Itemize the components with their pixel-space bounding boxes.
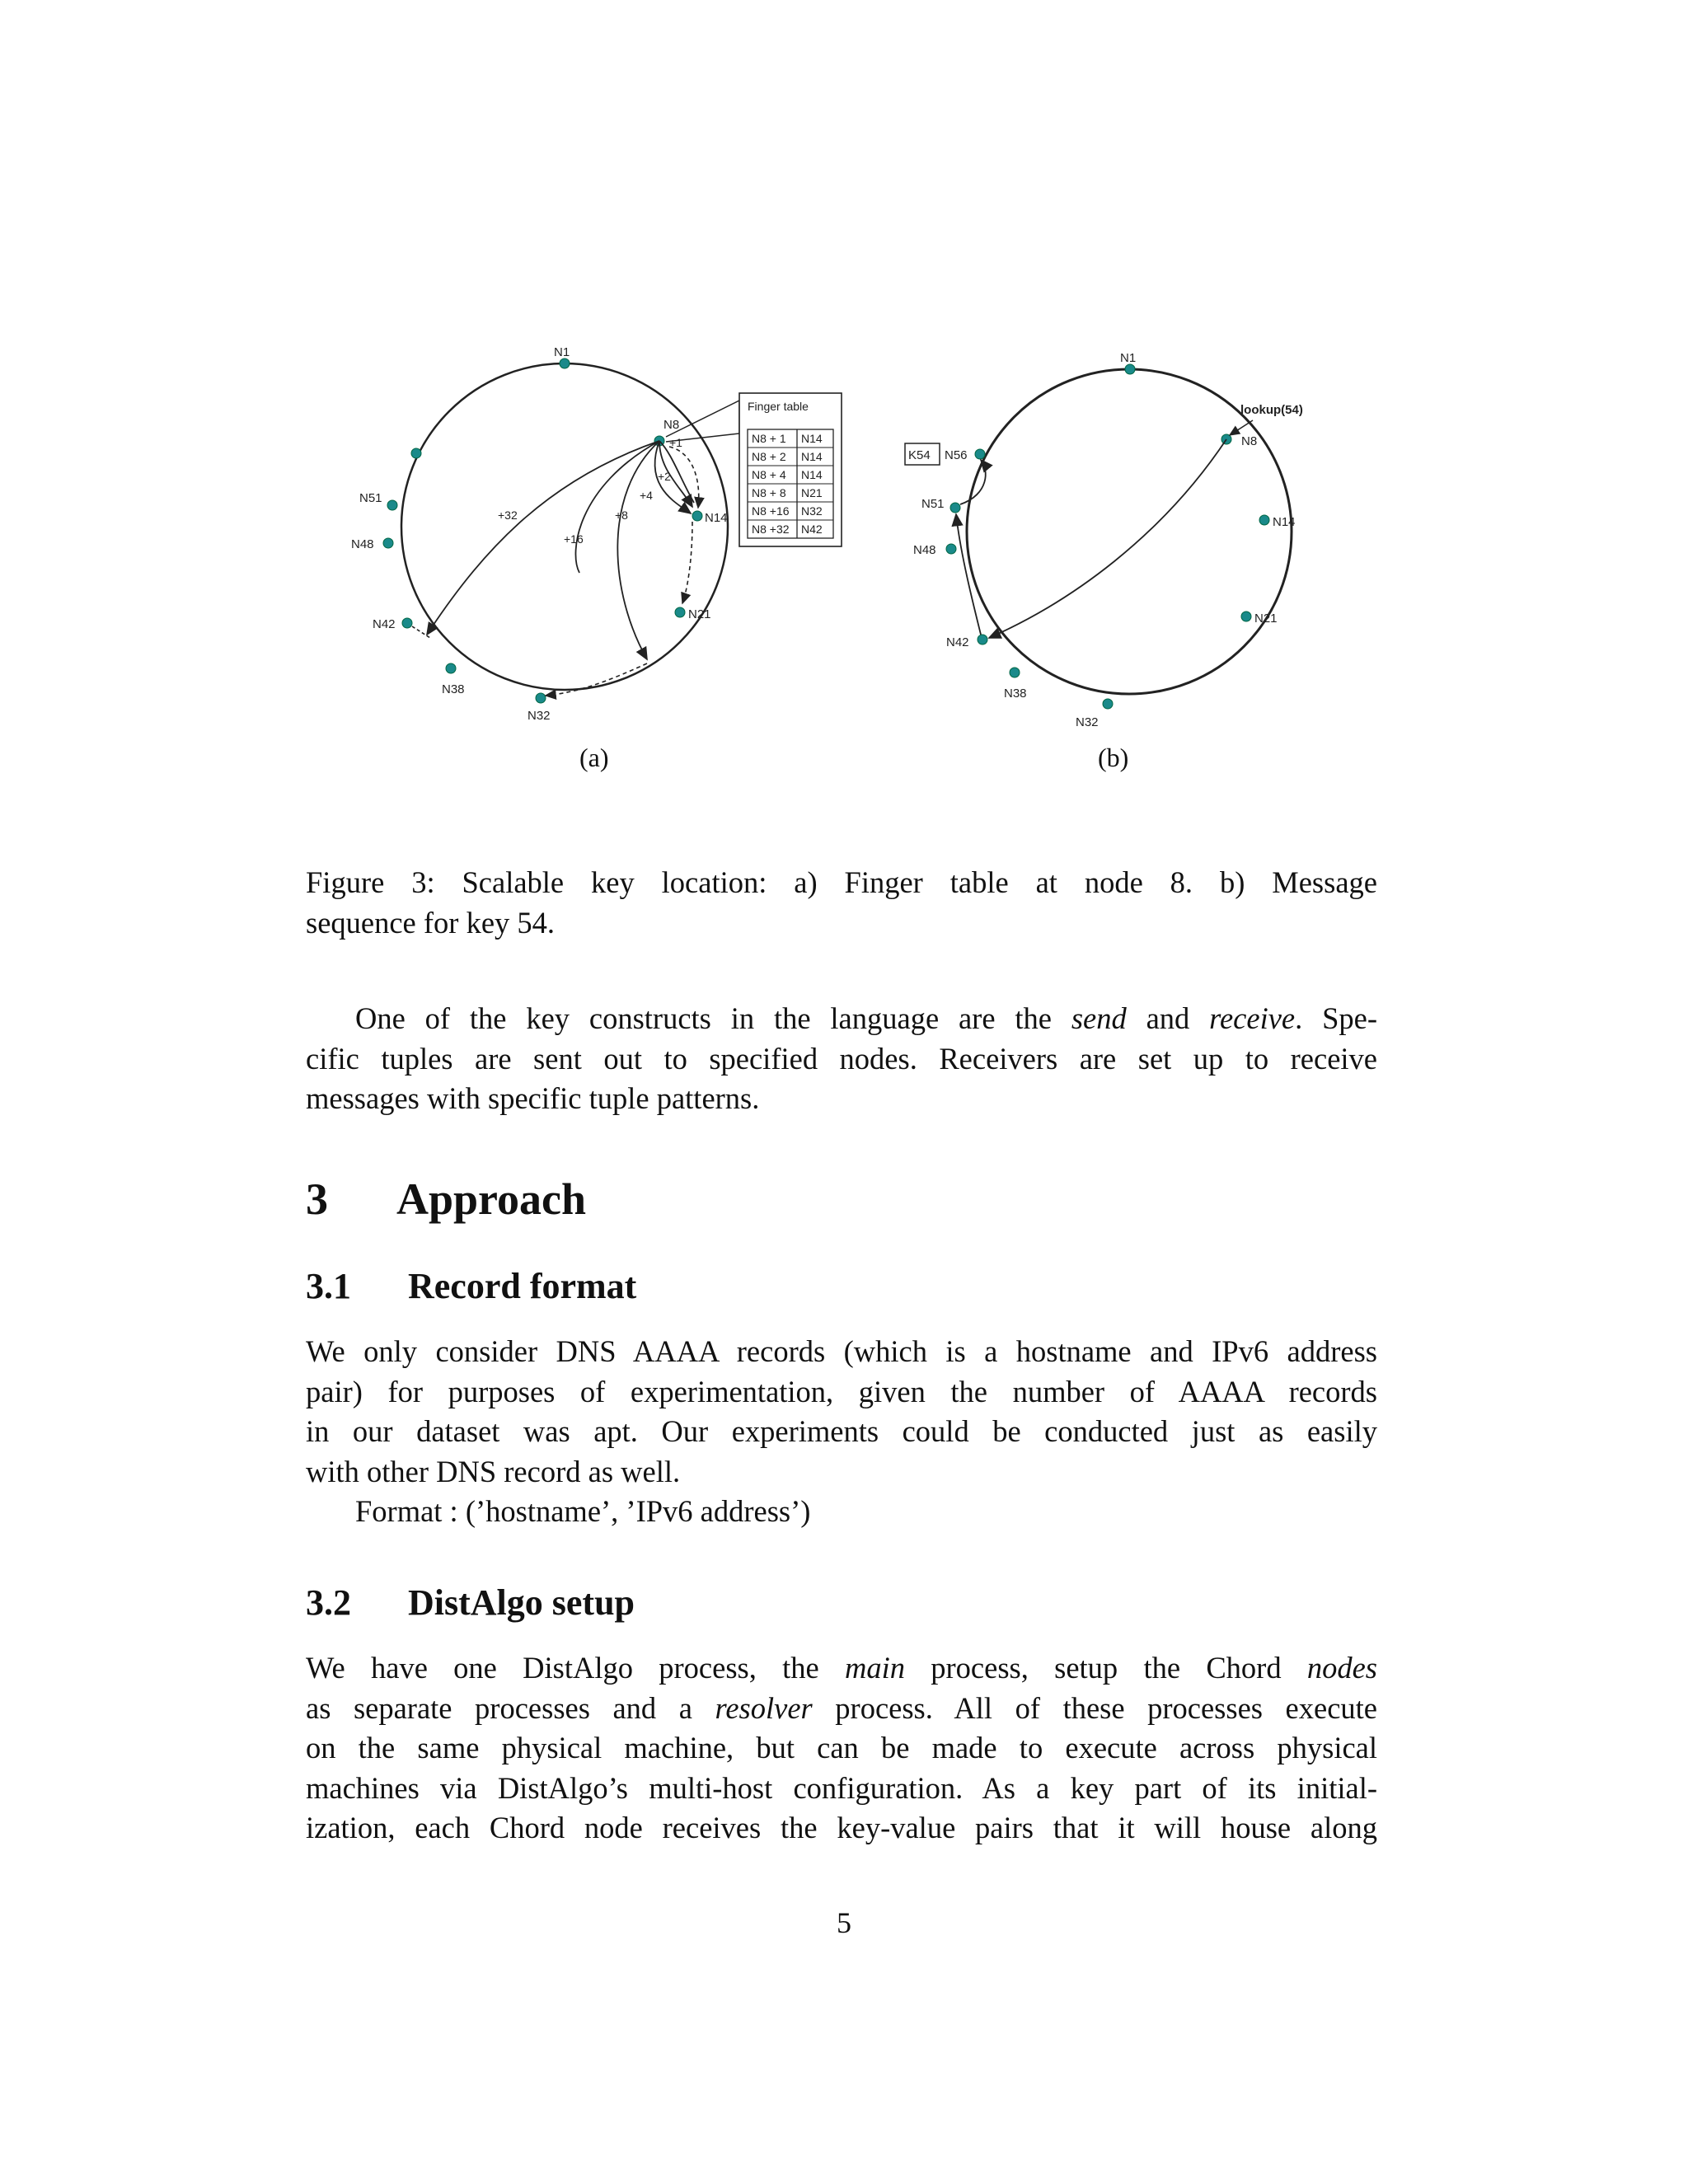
lookup-label: lookup(54): [1240, 403, 1303, 417]
finger-row-2-succ: N14: [801, 450, 823, 463]
para2-line-3: in our dataset was apt. Our experiments could be conducted just as easily: [306, 1414, 1377, 1448]
label-n42-b: N42: [946, 635, 969, 649]
offset-plus8: +8: [615, 509, 628, 522]
offset-plus1: +1: [669, 436, 682, 449]
finger-table-title: Finger table: [748, 400, 809, 413]
caption-line-2: sequence for key 54.: [306, 905, 556, 940]
label-n8-a: N8: [663, 418, 680, 432]
figure-caption: [306, 863, 1377, 943]
label-n8-b: N8: [1241, 434, 1258, 448]
main-term: main: [845, 1651, 905, 1685]
finger-row-2-start: N8 + 2: [752, 450, 786, 463]
dashed-arrow-n14: [669, 447, 699, 508]
para3-line-3: on the same physical machine, but can be made to execute across physical: [306, 1731, 1377, 1765]
node-n42-a: [402, 618, 412, 628]
label-n42-a: N42: [373, 617, 396, 631]
label-n14-a: N14: [705, 511, 728, 525]
para2-line-4: with other DNS record as well.: [306, 1454, 681, 1488]
subsection-number: 3.2: [306, 1582, 351, 1623]
label-n1-a: N1: [554, 345, 570, 359]
paragraph-distalgo-setup: [306, 1648, 1377, 1849]
panel-b-label: (b): [1098, 743, 1129, 772]
finger-row-4-succ: N21: [801, 486, 823, 499]
para3-line-4: machines via DistAlgo’s multi-host configuration. As a key part of its initial-: [306, 1770, 1377, 1805]
section-number: 3: [306, 1174, 328, 1224]
label-n48-a: N48: [351, 537, 374, 551]
finger-arrow-32: [427, 441, 659, 635]
para3-text: process, setup the Chord: [905, 1651, 1307, 1685]
finger-row-6-succ: N42: [801, 523, 823, 536]
label-n51-a: N51: [359, 491, 382, 505]
subsection-number: 3.1: [306, 1266, 351, 1306]
panel-b: [905, 351, 1303, 772]
subsection-title: DistAlgo setup: [408, 1582, 635, 1623]
finger-row-3-start: N8 + 4: [752, 468, 786, 481]
node-n51-b: [950, 503, 960, 513]
para3-text: as separate processes and a: [306, 1690, 715, 1725]
label-n51-b: N51: [921, 497, 945, 511]
msg-arrow-n51-n56: [960, 460, 986, 504]
offset-plus16: +16: [564, 532, 584, 546]
node-n48-a: [383, 538, 393, 548]
para1-text: . Spe-: [1295, 1001, 1377, 1035]
finger-row-5-start: N8 +16: [752, 504, 790, 518]
para1-line-1: [306, 999, 1377, 1039]
subsection-heading-3-1: [306, 1265, 636, 1307]
para1-line-2: cific tuples are sent out to specified nodes. Receivers are set up to receive: [306, 1041, 1377, 1076]
format-line: Format : (’hostname’, ’IPv6 address’): [355, 1494, 811, 1528]
para2-line-2: pair) for purposes of experimentation, given the number of AAAA records: [306, 1374, 1377, 1408]
finger-row-6-start: N8 +32: [752, 523, 790, 536]
offset-plus32: +32: [498, 509, 518, 522]
finger-row-1-succ: N14: [801, 432, 823, 445]
key-label: K54: [908, 448, 931, 462]
subsection-title: Record format: [408, 1266, 637, 1306]
panel-a: [351, 345, 842, 772]
label-n56-b: N56: [945, 448, 968, 462]
label-n38-b: N38: [1004, 687, 1027, 701]
resolver-term: resolver: [715, 1690, 813, 1725]
node-n21-b: [1241, 612, 1251, 621]
paragraph-record-format: [306, 1332, 1377, 1532]
msg-arrow-n42-n51: [956, 514, 981, 635]
node-n32-b: [1103, 699, 1113, 709]
node-n56-b: [975, 449, 985, 459]
node-n48-b: [946, 544, 956, 554]
offset-plus4: +4: [640, 489, 653, 502]
para1-text: and: [1126, 1001, 1210, 1035]
label-n48-b: N48: [913, 543, 936, 557]
para3-line-1: [306, 1648, 1377, 1689]
dashed-arrow-n21: [682, 522, 692, 603]
node-n38-a: [446, 663, 456, 673]
send-term: send: [1071, 1001, 1127, 1035]
paragraph-send-receive: [306, 999, 1377, 1119]
offset-plus2: +2: [658, 470, 671, 483]
para3-line-5: ization, each Chord node receives the key-value pairs that it will house along: [306, 1811, 1377, 1844]
para3-text: process. All of these processes execute: [812, 1690, 1377, 1725]
panel-a-label: (a): [579, 743, 609, 772]
finger-arrow-8: [617, 441, 659, 659]
ring-a: [401, 363, 728, 690]
node-n21-a: [675, 607, 685, 617]
para1-line-3: messages with specific tuple patterns.: [306, 1081, 760, 1115]
para3-text: We have one DistAlgo process, the: [306, 1651, 845, 1685]
section-heading: [306, 1174, 586, 1225]
node-n1-a: [560, 359, 570, 368]
para2-line-1: We only consider DNS AAAA records (which is a hostname and IPv6 address: [306, 1334, 1377, 1368]
node-n1-b: [1125, 364, 1135, 374]
node-n32-a: [536, 693, 546, 703]
caption-line-1: Figure 3: Scalable key location: a) Finger table at node 8. b) Message: [306, 865, 1377, 899]
node-unlabeled-a: [411, 448, 421, 458]
label-n21-b: N21: [1254, 612, 1278, 626]
node-n14-b: [1259, 515, 1269, 525]
finger-row-4-start: N8 + 8: [752, 486, 786, 499]
node-n14-a: [692, 511, 702, 521]
chord-figure: [330, 345, 1368, 783]
section-title: Approach: [396, 1174, 587, 1224]
receive-term: receive: [1209, 1001, 1296, 1035]
dashed-arrow-n42: [412, 626, 430, 638]
node-n51-a: [387, 500, 397, 510]
label-n32-a: N32: [528, 709, 551, 723]
page-number: 5: [837, 1906, 851, 1939]
node-n42-b: [978, 635, 987, 644]
finger-row-3-succ: N14: [801, 468, 823, 481]
finger-row-5-succ: N32: [801, 504, 823, 518]
para3-line-2: [306, 1689, 1377, 1729]
label-n32-b: N32: [1076, 715, 1099, 729]
node-n38-b: [1010, 668, 1020, 677]
label-n21-a: N21: [688, 607, 711, 621]
lookup-pointer: [1230, 420, 1253, 435]
label-n14-b: N14: [1273, 515, 1296, 529]
label-n1-b: N1: [1120, 351, 1137, 365]
nodes-term: nodes: [1306, 1651, 1377, 1685]
label-n38-a: N38: [442, 682, 465, 696]
ring-b: [967, 369, 1292, 694]
para1-text: One of the key constructs in the language are the: [355, 1001, 1071, 1035]
msg-arrow-n8-n42: [989, 439, 1226, 638]
finger-row-1-start: N8 + 1: [752, 432, 786, 445]
subsection-heading-3-2: [306, 1582, 635, 1624]
